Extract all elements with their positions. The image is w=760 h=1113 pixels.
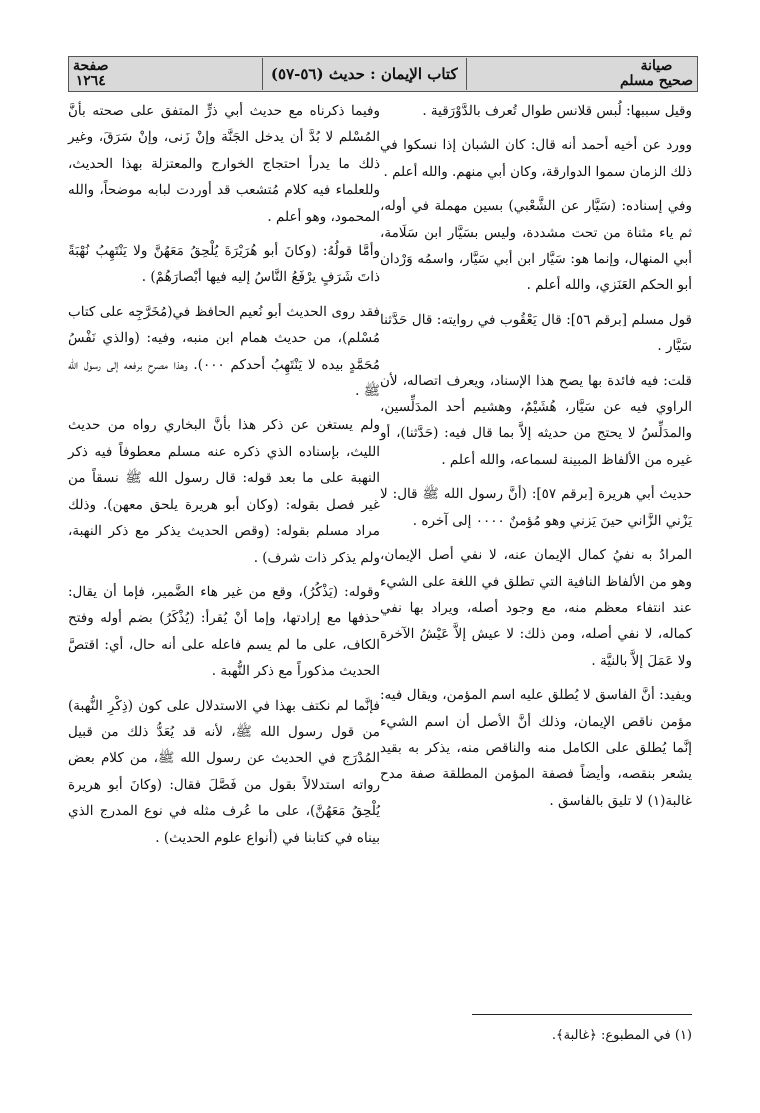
paragraph: وقيل سببها: لُبس قلانس طوال تُعرف بالدَّوْرَقية . bbox=[422, 103, 692, 119]
page-header bbox=[68, 56, 698, 92]
paragraph: حديث أبي هريرة [برقم ٥٧]: (أنَّ رسول الله ﷺ قال: لا يَزْني الزَّاني حينَ يَزني وهو مُؤمنٌ ٠٠٠٠ إلى آخره . bbox=[380, 486, 692, 529]
chapter-title: كتاب الإيمان : حديث (٥٦-٥٧) bbox=[262, 58, 467, 90]
paragraph: فإنَّما لم نكتف بهذا في الاستدلال على كون (ذِكْرِ النُّهبة) من قول رسول الله ﷺ، لأنه قد يُعَدُّ ذلك من قبيل المُدْرَج في الحديث عن رسول الله ﷺ، من كلام بعض رواته استدلالاً بقول من فَصَّلَ فقال: (وكانَ أبو هريرة يُلْحِقُ مَعَهُنَّ)، على ما عُرف مثله في نوع المدرج الذي بيناه في كتابنا في (أنواع علوم الحديث) . bbox=[68, 697, 380, 846]
paragraph: قول مسلم [برقم ٥٦]: قال يَعْقُوب في روايته: قال حَدَّثنا سَيَّار . bbox=[380, 311, 692, 355]
paragraph: وورد عن أخيه أحمد أنه قال: كان الشبان إذا نسكوا في ذلك الزمان سموا الدوارقة، وكان أبي منهم. والله أعلم . bbox=[380, 137, 692, 180]
footnote: (١) في المطبوع: ﴿غالبة﴾. bbox=[551, 1028, 692, 1043]
paragraph: وقوله: (يَذْكُرُ)، وقع من غير هاء الضَّمير، فإما أن يقال: حذفها مع إرادتها، وإما أنْ يُقرأ: (يُذْكَرُ) بضم أوله وفتح الكاف، على ما لم يسم فاعله على أنه حال، أي: اقتصَّ الحديث مذكوراً مع ذكر النُّهبة . bbox=[68, 583, 380, 680]
paragraph: وفي إسناده: (سَيَّار عن الشَّعْبي) بسين مهملة في أوله، ثم ياء مثناة من تحت مشددة، وليس بسَيَّار ابن سَلَامة، أبي المنهال، وإنما هو: سَيَّار ابن أبي سَيَّار، واسمُه وَرْدان أبو الحكم العَنَزي، والله أعلم . bbox=[380, 198, 692, 294]
paragraph: وفيما ذكرناه مع حديث أبي ذرٍّ المتفق على صحته بأنَّ المُسْلم لا بُدَّ أن يدخل الجَنَّة وإنْ زَنى، وإنْ سَرَقَ، وغير ذلك ما يدرأ احتجاج الخوارج والمعتزلة بهذا الحديث، وللعلماء فيه كلام مُتشعب قد أوردت لبابه موضحاً، والله المحمود، وهو أعلم . bbox=[68, 103, 380, 225]
paragraph: فقد روى الحديث أبو نُعيم الحافظ في(مُخَرَّجِه على كتاب مُسْلم)، من حديث همام ابن منبه، وفيه: (والذي نَفْسُ مُحَمَّدٍ بيده لا يَنْتَهِبُ أحدكم ٠٠٠). وهذا مصرح برفعه إلى رسول الله ﷺ . bbox=[68, 303, 380, 400]
page-number: ١٢٦٤ bbox=[75, 73, 106, 89]
paragraph: قلت: فيه فائدة بها يصح هذا الإسناد، ويعرف اتصاله، لأن الراوي فيه عن سَيَّار، هُشَيْمٌ، وهشيم أحد المدَلِّسين، والمدَلِّسُ لا يحتج من حديثه إلاَّ بما قال فيه: (حَدَّثنا)، أو غيره من الألفاظ المبينة لسماعه، والله أعلم . bbox=[380, 372, 692, 468]
paragraph: ويفيد: أنَّ الفاسق لا يُطلق عليه اسم المؤمن، ويقال فيه: مؤمن ناقص الإيمان، وذلك أنَّ الأصل أن اسم الشيء إنَّما يُطلق على الكامل منه والناقص منه، يذكر به بقيد يشعر بنقصه، وأيضاً فصفة المؤمن المطلقة صفة مدح غالبة(١) لا تليق بالفاسق . bbox=[380, 687, 692, 809]
footnote-divider bbox=[472, 1014, 692, 1015]
book-title bbox=[620, 59, 693, 89]
paragraph: ولم يستغن عن ذكر هذا بأنَّ البخاري رواه من حديث الليث، بإسناده الذي ذكره عنه مسلم معطوفاً فيه ذكر النهبة على ما بعد قوله: قال رسول الله ﷺ نسقاً من غير فصل بقوله: (وكان أبو هريرة يلحق معهن). وذلك مراد مسلم بقوله: (وقص الحديث يذكر مع ذكر النهبة، ولم يذكر ذات شرف) . bbox=[68, 417, 380, 566]
book-title-line1: صيانة bbox=[640, 58, 673, 74]
page-label: صفحة bbox=[73, 58, 109, 74]
paragraph: المرادُ به نفيُ كمال الإيمان عنه، لا نفي أصل الإيمان، وهو من الألفاظ النافية التي تطلق في اللغة على الشيء عند انتفاء معظم منه، مع وجود أصله، ويراد بها نفي كماله، لا نفي أصله، ومن ذلك: لا عيش إلاَّ عَيْشُ الآخرة ولا عَمَلَ إلاَّ بالنيَّة . bbox=[380, 547, 692, 669]
page-number-box bbox=[73, 59, 109, 89]
right-column bbox=[380, 98, 692, 822]
book-title-line2: صحيح مسلم bbox=[619, 73, 693, 89]
paragraph: وأمَّا قولُهُ: (وكانَ أبو هُرَيْرَةَ يُلْحِقُ مَعَهُنَّ ولا يَنْتَهِبُ نُهْبَةً ذاتَ شَرَفٍ يرْفَعُ النَّاسُ إليه فيها أبْصارَهُمْ) . bbox=[68, 243, 380, 286]
left-column bbox=[68, 98, 380, 859]
